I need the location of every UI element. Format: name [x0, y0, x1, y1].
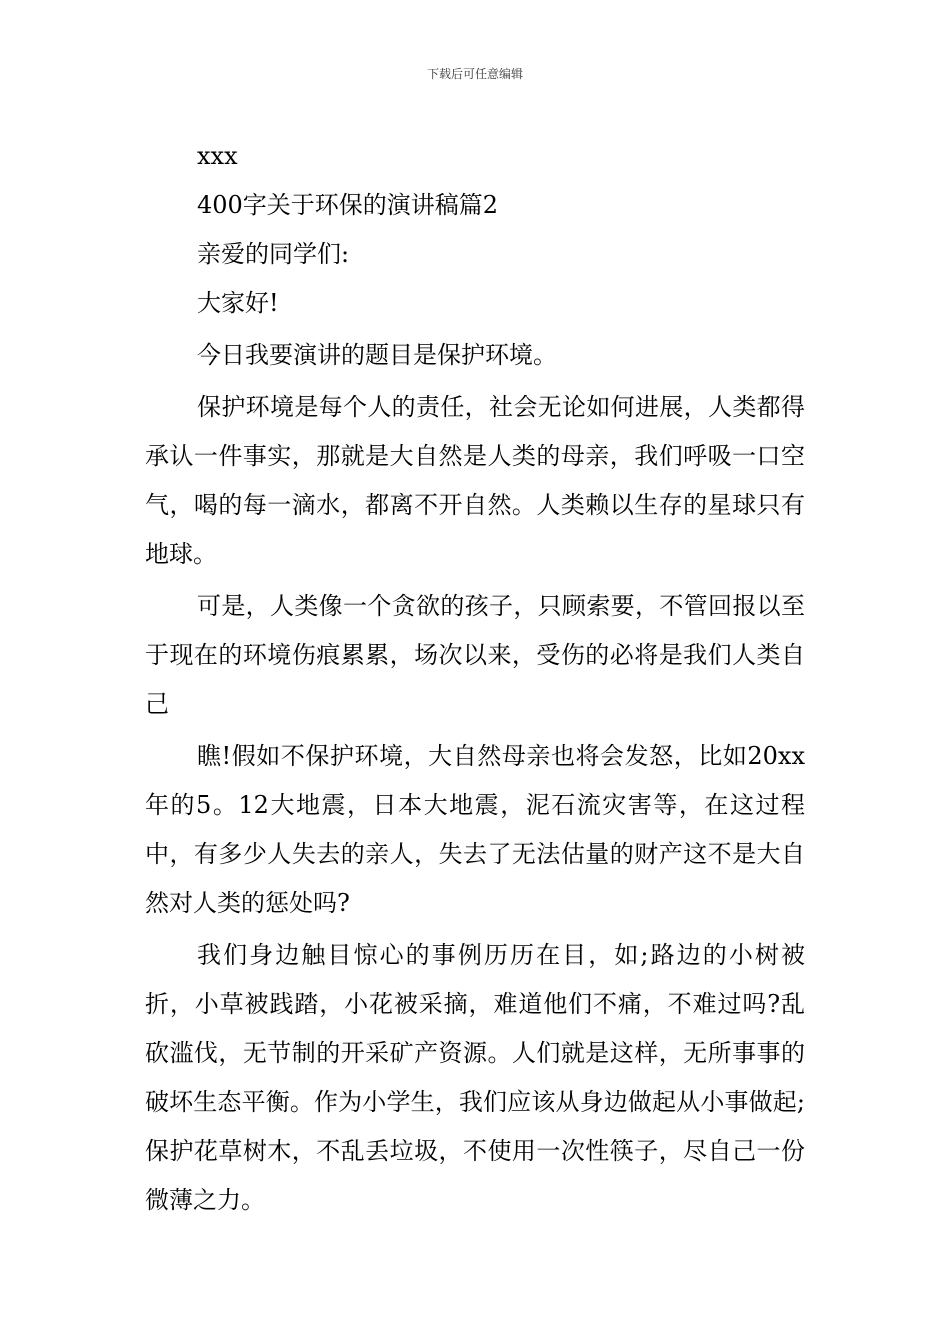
- document-body: [145, 132, 805, 1225]
- document-title: 400字关于环保的演讲稿篇2: [197, 191, 499, 219]
- paragraph-actions: 我们身边触目惊心的事例历历在目，如;路边的小树被折，小草被践踏，小花被采摘，难道他们不痛，不难过吗?乱砍滥伐，无节制的开采矿产资源。人们就是这样，无所事事的破坏生态平衡。作为小学生，我们应该从身边做起从小事做起;保护花草树木，不乱丢垃圾，不使用一次性筷子，尽自己一份微薄之力。: [145, 941, 805, 1214]
- paragraph-disasters: 瞧!假如不保护环境，大自然母亲也将会发怒，比如20xx年的5。12大地震，日本大地震，泥石流灾害等，在这过程中，有多少人失去的亲人，失去了无法估量的财产这不是大自然对人类的惩处吗?: [145, 742, 805, 917]
- paragraph-responsibility: 保护环境是每个人的责任，社会无论如何进展，人类都得承认一件事实，那就是大自然是人类的母亲，我们呼吸一口空气，喝的每一滴水，都离不开自然。人类赖以生存的星球只有地球。: [145, 393, 805, 568]
- header-note: 下载后可任意编辑: [426, 67, 523, 81]
- paragraph-topic: 今日我要演讲的题目是保护环境。: [197, 341, 557, 369]
- author-line: xxx: [197, 142, 238, 170]
- salutation-line: 大家好!: [197, 289, 279, 317]
- greeting-line: 亲爱的同学们:: [197, 240, 350, 268]
- paragraph-greed: 可是，人类像一个贪欲的孩子，只顾索要，不管回报以至于现在的环境伤痕累累，场次以来，受伤的必将是我们人类自己: [145, 592, 805, 718]
